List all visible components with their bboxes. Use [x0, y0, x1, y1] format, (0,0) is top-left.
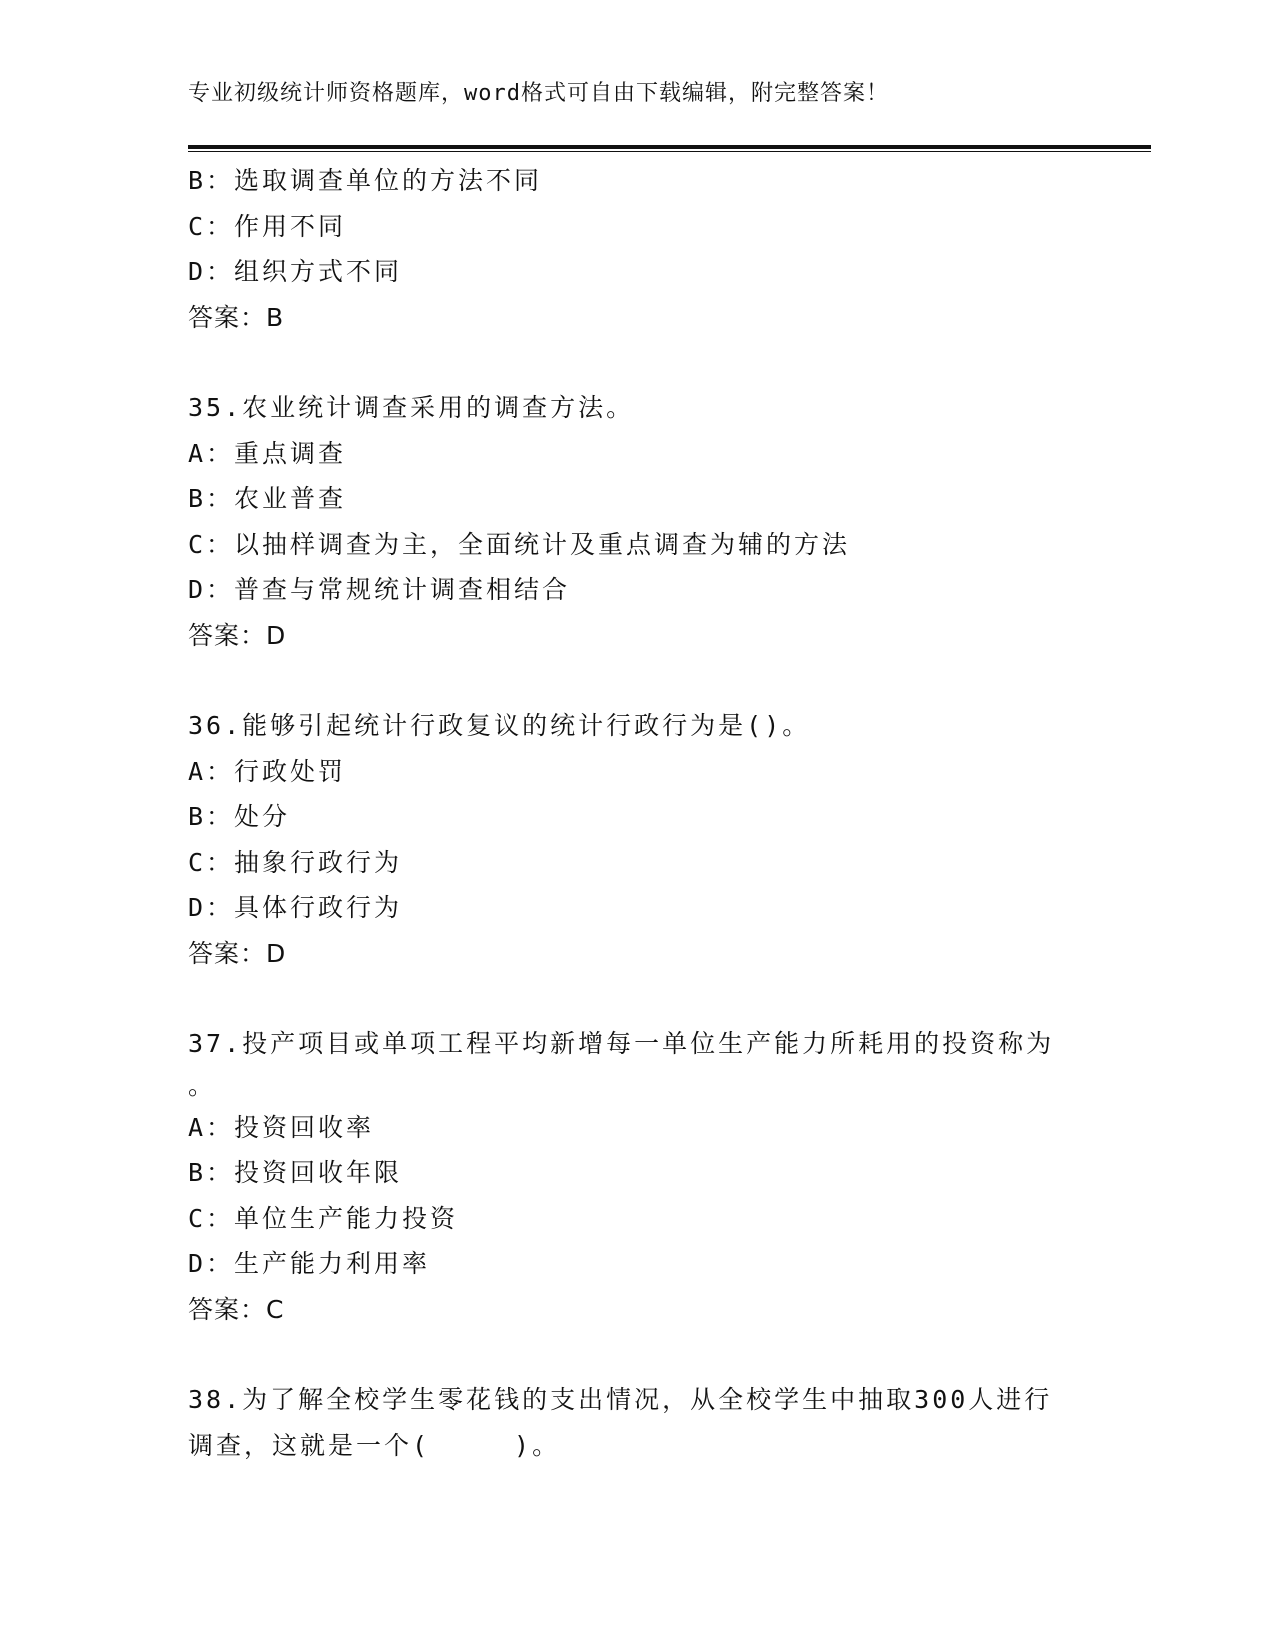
option-c: C：单位生产能力投资: [188, 1203, 459, 1233]
option-c: C：抽象行政行为: [188, 847, 403, 877]
header-rule-thin: [188, 151, 1151, 152]
option-c: C：以抽样调查为主，全面统计及重点调查为辅的方法: [188, 529, 851, 559]
question-content: [188, 158, 1088, 1468]
question-stem: 37.投产项目或单项工程平均新增每一单位生产能力所耗用的投资称为: [188, 1029, 1055, 1058]
option-d: D：生产能力利用率: [188, 1249, 431, 1278]
answer-line: 答案：D: [188, 620, 287, 650]
option-b: B：处分: [188, 802, 291, 831]
page-header: 专业初级统计师资格题库，word格式可自由下载编辑，附完整答案！: [188, 81, 889, 106]
question-38: [188, 1377, 1088, 1468]
option-a: A：重点调查: [188, 438, 347, 468]
option-b: B：选取调查单位的方法不同: [188, 166, 543, 195]
option-b: B：投资回收年限: [188, 1158, 403, 1187]
question-35: [188, 385, 1088, 658]
option-d: D：具体行政行为: [188, 893, 403, 922]
answer-line: 答案：B: [188, 302, 285, 332]
question-stem: 35.农业统计调查采用的调查方法。: [188, 393, 635, 422]
question-34-continued: [188, 158, 1088, 340]
option-b: B：农业普查: [188, 484, 347, 513]
question-stem-continuation: 。: [188, 1070, 217, 1100]
option-d: D：组织方式不同: [188, 257, 403, 286]
question-stem-continuation: 调查，这就是一个( )。: [188, 1430, 561, 1460]
option-a: A：行政处罚: [188, 756, 347, 786]
question-stem: 38.为了解全校学生零花钱的支出情况，从全校学生中抽取300人进行: [188, 1385, 1053, 1414]
answer-line: 答案：C: [188, 1294, 285, 1324]
header-rule-thick: [188, 145, 1151, 149]
question-37: [188, 1021, 1088, 1332]
option-d: D：普查与常规统计调查相结合: [188, 575, 571, 604]
option-a: A：投资回收率: [188, 1112, 375, 1142]
option-c: C：作用不同: [188, 211, 347, 241]
answer-line: 答案：D: [188, 938, 287, 968]
question-36: [188, 703, 1088, 976]
question-stem: 36.能够引起统计行政复议的统计行政行为是()。: [188, 711, 811, 740]
